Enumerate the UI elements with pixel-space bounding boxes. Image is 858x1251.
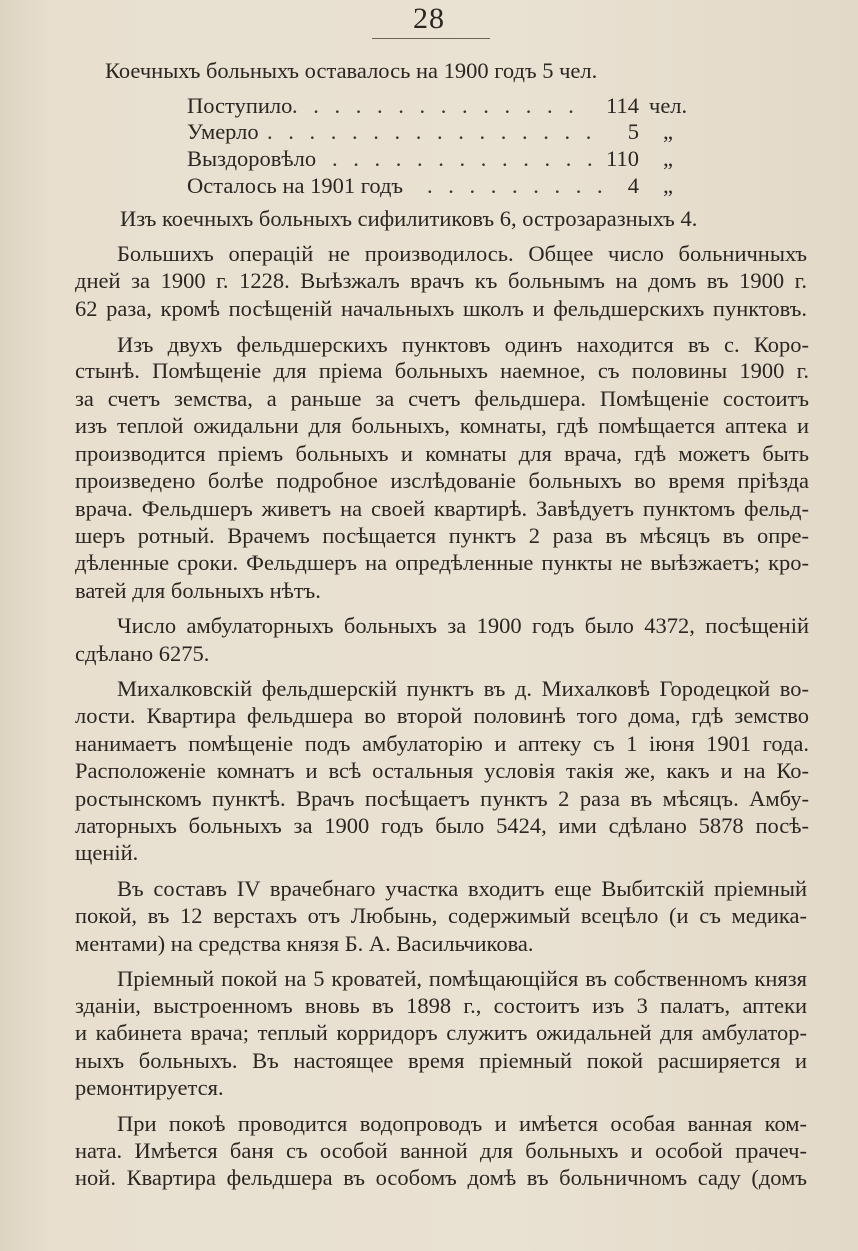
stat-unit: „ — [663, 146, 673, 171]
page-number: 28 — [413, 2, 445, 35]
text-line: лости. Квартира фельдшера во второй половинѣ того дома, гдѣ земство — [75, 703, 809, 728]
text-line: ной. Квартира фельдшера въ особомъ домѣ въ больничномъ саду (домъ — [75, 1165, 807, 1190]
text-line: латорныхъ больныхъ за 1900 годъ было 5424, ими сдѣлано 5878 посѣ- — [75, 813, 809, 838]
text-line: шеръ ротный. Врачемъ посѣщается пунктъ 2 раза въ мѣсяцъ въ опре- — [75, 523, 809, 548]
text-line: ныхъ больныхъ. Въ настоящее время пріемный покой расширяется и — [75, 1048, 807, 1073]
text-line: ростынскомъ пунктѣ. Врачъ посѣщаетъ пунктъ 2 раза въ мѣсяцъ. Амбу- — [75, 786, 809, 811]
text-line: При покоѣ проводится водопроводъ и имѣется особая ванная ком- — [117, 1111, 807, 1136]
text-line: Изъ коечныхъ больныхъ сифилитиковъ 6, острозаразныхъ 4. — [120, 206, 698, 231]
stat-dots: . . . . . . . . . . . . . . . . — [267, 119, 597, 144]
text-line: стынѣ. Помѣщеніе для пріема больныхъ наемное, съ половины 1900 г. — [75, 358, 809, 383]
text-line: зданіи, выстроенномъ вновь въ 1898 г., состоитъ изъ 3 палатъ, аптеки — [75, 993, 807, 1018]
text-line: и кабинета врача; теплый корридоръ служитъ ожидальней для амбулатор- — [75, 1020, 807, 1045]
text-line: Расположеніе комнатъ и всѣ остальныя условія такія же, какъ и на Ко- — [75, 758, 809, 783]
text-line: Пріемный покой на 5 кроватей, помѣщающійся въ собственномъ князя — [117, 966, 807, 991]
stat-dots: . . . . . . . . . . . . . . — [292, 93, 579, 118]
text-line: Число амбулаторныхъ больныхъ за 1900 годъ было 4372, посѣщеній — [117, 613, 809, 638]
text-line: 62 раза, кромѣ посѣщеній начальныхъ школъ и фельдшерскихъ пунктовъ. — [75, 296, 807, 321]
stat-value: 114 — [606, 93, 639, 118]
text-line: ватей для больныхъ нѣтъ. — [75, 578, 321, 603]
stat-label: Умерло — [187, 119, 259, 144]
stat-unit: „ — [663, 173, 673, 198]
text-line: произведено болѣе подробное изслѣдованіе больныхъ во время пріѣзда — [75, 468, 809, 493]
stat-unit: чел. — [649, 93, 688, 118]
stat-value: 4 — [627, 173, 639, 198]
text-line: ментами) на средства князя Б. А. Васильчикова. — [75, 931, 534, 956]
text-line: изъ теплой ожидальни для больныхъ, комнаты, гдѣ помѣщается аптека и — [75, 413, 809, 438]
stat-dots: . . . . . . . . . — [427, 173, 608, 198]
text-line: производится пріемъ больныхъ и комнаты для врача, гдѣ можетъ быть — [75, 441, 809, 466]
stat-dots: . . . . . . . . . . . . . — [332, 146, 598, 171]
text-line: Большихъ операцій не производилось. Общее число больничныхъ — [117, 241, 807, 266]
text-line: Михалковскій фельдшерскій пунктъ въ д. Михалковѣ Городецкой во- — [117, 676, 809, 701]
stat-unit: „ — [663, 119, 673, 144]
stat-value: 5 — [627, 119, 639, 144]
stat-label: Выздоровѣло — [187, 146, 317, 171]
stat-label: Поступило — [187, 93, 293, 118]
text-line: Изъ двухъ фельдшерскихъ пунктовъ одинъ находится въ с. Коро- — [117, 332, 809, 357]
text-line: Въ составъ IV врачебнаго участка входитъ еще Выбитскій пріемный — [117, 876, 807, 901]
text-line: дней за 1900 г. 1228. Выѣзжалъ врачъ къ больнымъ на домъ въ 1900 г. — [75, 268, 807, 293]
text-line: дѣленные сроки. Фельдшеръ на опредѣленные пункты не выѣзжаетъ; кро- — [75, 550, 809, 575]
text-line: врача. Фельдшеръ живетъ на своей квартирѣ. Завѣдуетъ пунктомъ фельд- — [75, 496, 809, 521]
text-line: за счетъ земства, а раньше за счетъ фельдшера. Помѣщеніе состоитъ — [75, 386, 809, 411]
text-line: ната. Имѣется баня съ особой ванной для больныхъ и особой прачеч- — [75, 1138, 807, 1163]
text-line: щеній. — [75, 840, 139, 865]
page-number-rule — [372, 38, 490, 39]
text-line: сдѣлано 6275. — [75, 641, 210, 666]
intro-line: Коечныхъ больныхъ оставалось на 1900 годъ 5 чел. — [105, 58, 598, 83]
stat-value: 110 — [606, 146, 639, 171]
text-line: ремонтируется. — [75, 1075, 224, 1100]
stat-label: Осталось на 1901 годъ — [187, 173, 404, 198]
text-line: покой, въ 12 верстахъ отъ Любынь, содержимый всецѣло (и съ медика- — [75, 903, 807, 928]
text-line: нанимаетъ помѣщеніе подъ амбулаторію и аптеку съ 1 іюня 1901 года. — [75, 731, 809, 756]
